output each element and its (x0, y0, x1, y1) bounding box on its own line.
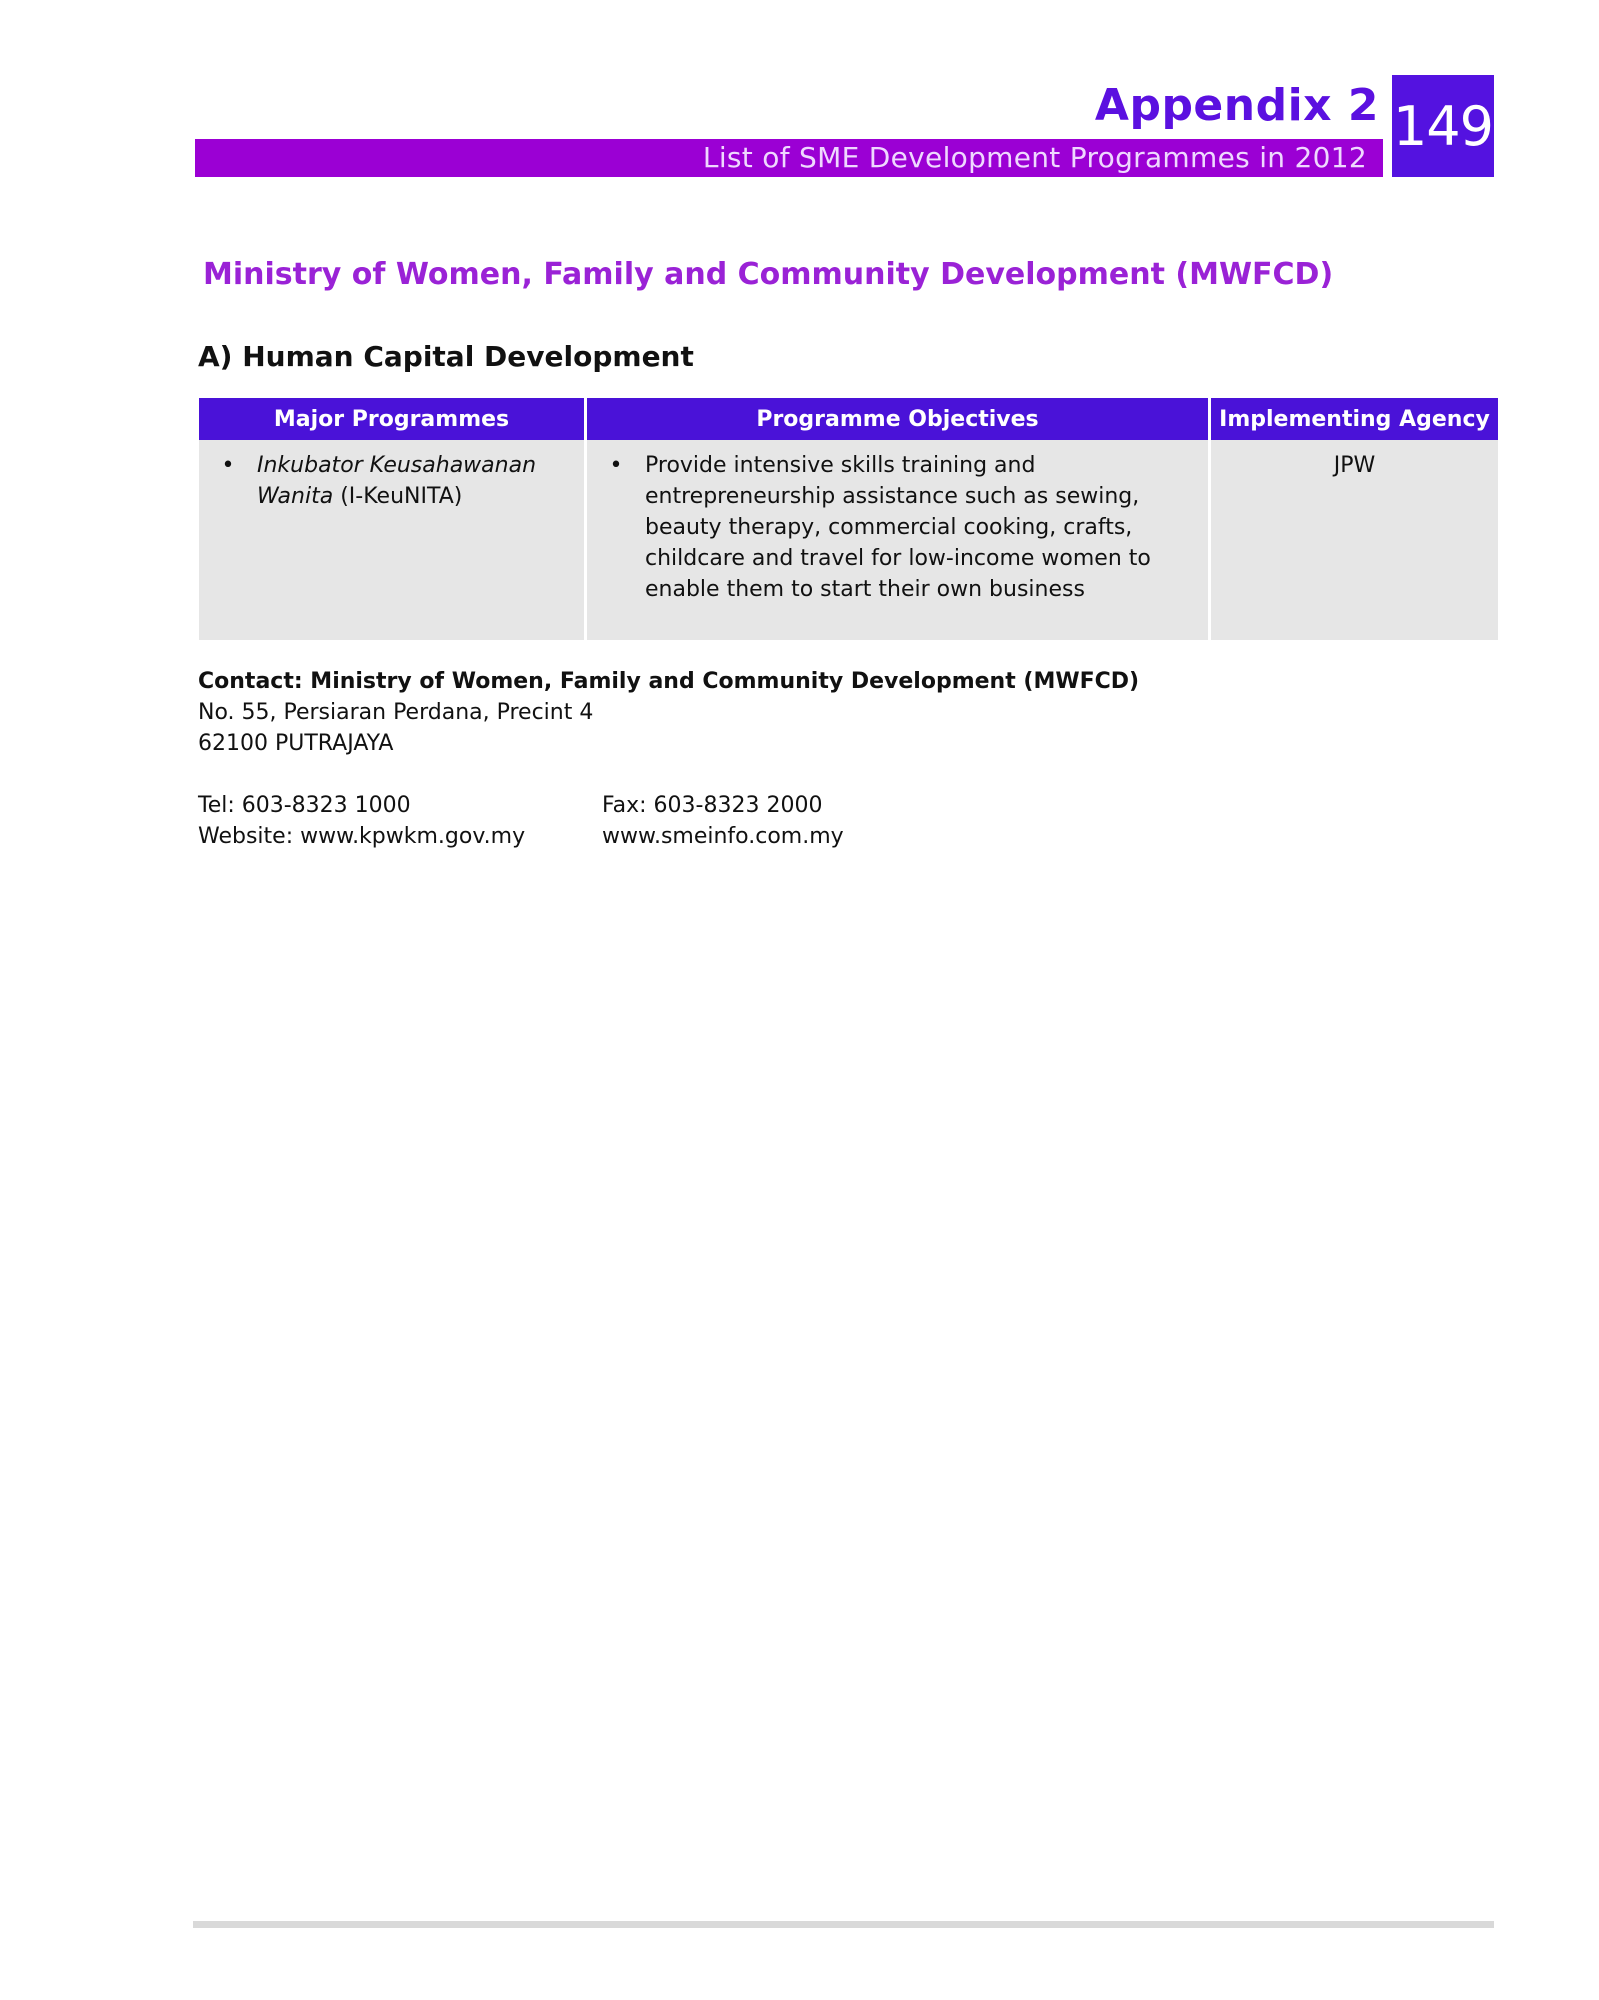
section-heading: A) Human Capital Development (198, 340, 694, 373)
smeinfo-link[interactable]: www.smeinfo.com.my (602, 824, 844, 849)
contact-label: Contact: Ministry of Women, Family and Community Development (MWFCD) (198, 669, 1140, 694)
fax: Fax: 603-8323 2000 (602, 793, 823, 818)
agency-cell (1211, 440, 1498, 640)
header-subtitle: List of SME Development Programmes in 2012 (702, 141, 1367, 174)
programme-name-suffix: (I-KeuNITA) (333, 484, 463, 509)
table-row (199, 440, 1498, 640)
appendix-title: Appendix 2 (1094, 80, 1379, 131)
programme-name-italic: Inkubator Keusahawanan Wanita (257, 453, 537, 509)
header-major-programmes: Major Programmes (199, 398, 584, 440)
ministry-title: Ministry of Women, Family and Community Development (MWFCD) (203, 257, 1334, 292)
bullet: • (609, 453, 623, 478)
page-number: 149 (1392, 75, 1494, 177)
objective-text: Provide intensive skills training and entrepreneurship assistance such as sewing, beauty therapy, commercial cooking, crafts, childcare and travel for low-income women to enable them to start their own business (645, 453, 1151, 602)
programme-name (257, 450, 576, 512)
objective-cell (587, 440, 1208, 640)
table-header-row (199, 398, 1498, 440)
address-line-2: 62100 PUTRAJAYA (198, 731, 394, 756)
website-link[interactable]: Website: www.kpwkm.gov.my (198, 824, 526, 849)
address-line-1: No. 55, Persiaran Perdana, Precint 4 (198, 700, 594, 725)
contact-block (198, 666, 1139, 759)
tel: Tel: 603-8323 1000 (198, 793, 411, 818)
agency-text: JPW (1333, 453, 1376, 478)
header-implementing-agency: Implementing Agency (1211, 398, 1498, 440)
bullet: • (221, 453, 235, 478)
programmes-table (196, 398, 1501, 640)
footer-divider (193, 1921, 1494, 1928)
programme-cell (199, 440, 584, 640)
header-bar (195, 139, 1383, 177)
header-programme-objectives: Programme Objectives (587, 398, 1208, 440)
